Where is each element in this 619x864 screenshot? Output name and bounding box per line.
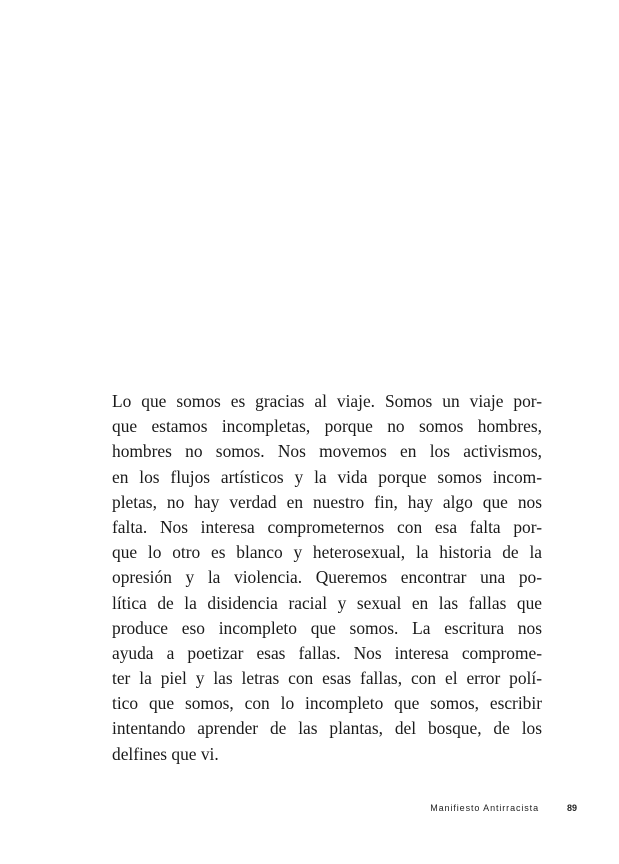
body-paragraph [112, 389, 542, 767]
paragraph-line: pletas, no hay verdad en nuestro fin, hay algo que nos [112, 491, 542, 512]
paragraph-line: tico que somos, con lo incompleto que somos, escribir [112, 693, 542, 714]
page-footer [0, 803, 619, 819]
paragraph-line: lítica de la disidencia racial y sexual en las fallas que [112, 592, 542, 613]
paragraph-line: en los flujos artísticos y la vida porque somos incom- [112, 466, 542, 487]
paragraph-line: produce eso incompleto que somos. La escritura nos [112, 617, 542, 638]
page-number: 89 [566, 803, 577, 813]
paragraph-line: Lo que somos es gracias al viaje. Somos un viaje por- [112, 391, 542, 411]
paragraph-line: hombres no somos. Nos movemos en los activismos, [112, 441, 542, 462]
paragraph-line: opresión y la violencia. Queremos encontrar una po- [112, 567, 542, 588]
paragraph-line: que estamos incompletas, porque no somos hombres, [112, 416, 542, 437]
paragraph-line: que lo otro es blanco y heterosexual, la historia de la [112, 542, 542, 563]
paragraph-line: ter la piel y las letras con esas fallas, con el error polí- [112, 668, 542, 689]
paragraph-line: falta. Nos interesa comprometernos con esa falta por- [112, 516, 542, 537]
paragraph-line: ayuda a poetizar esas fallas. Nos interesa comprome- [112, 642, 542, 663]
paragraph-line: intentando aprender de las plantas, del bosque, de los [112, 718, 542, 739]
running-title: Manifiesto Antirracista [430, 803, 539, 813]
paragraph-line: delfines que vi. [112, 743, 219, 764]
